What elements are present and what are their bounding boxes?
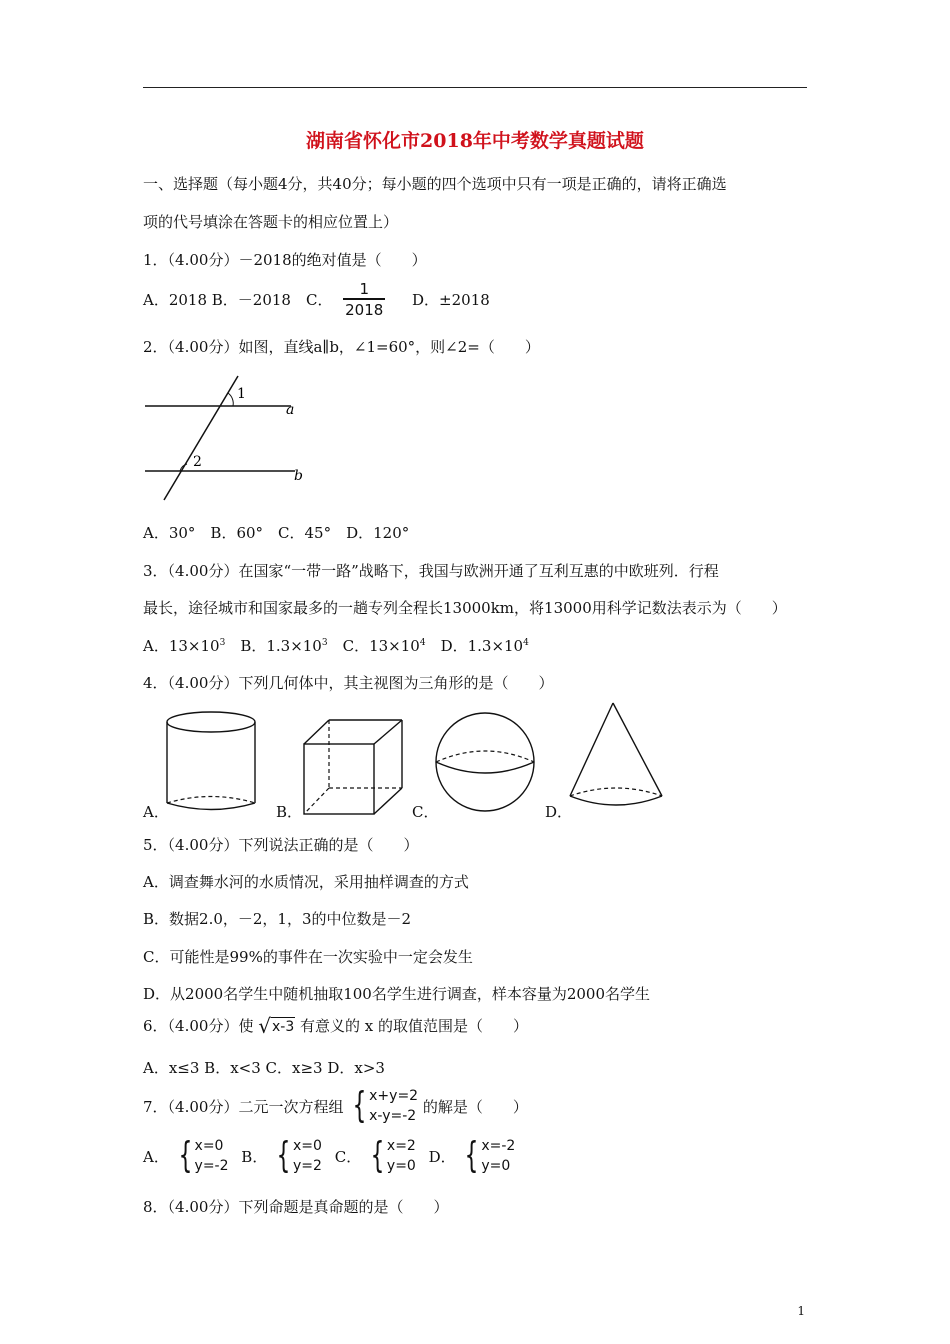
q3-option-b: B．1.3×10 bbox=[225, 637, 322, 655]
angle-1-arc bbox=[228, 393, 233, 406]
q7-options bbox=[143, 1136, 515, 1176]
cone-right-edge bbox=[613, 703, 662, 796]
page-number: 1 bbox=[797, 1304, 805, 1318]
cone-base-back bbox=[570, 788, 662, 796]
q4-label-b: B． bbox=[276, 803, 303, 821]
cube-hidden-edge bbox=[304, 788, 329, 814]
sphere-equator-front bbox=[436, 762, 534, 773]
q7-option-c-system bbox=[366, 1136, 416, 1176]
header-rule bbox=[143, 87, 807, 88]
cone-base-front bbox=[570, 796, 662, 805]
left-brace-icon: { bbox=[276, 1135, 291, 1176]
q7-option-d-label: D． bbox=[428, 1147, 456, 1166]
q3-option-a-exponent: 3 bbox=[219, 638, 226, 648]
q1-option-d: D．±2018 bbox=[412, 291, 490, 310]
q3-option-a: A．13×10 bbox=[143, 637, 220, 655]
left-brace-icon: { bbox=[465, 1135, 479, 1176]
q7-equation-system bbox=[348, 1086, 418, 1126]
cylinder-bottom-back bbox=[167, 797, 255, 804]
q7-option-d-system bbox=[460, 1136, 515, 1176]
q1-stem: 1．（4.00分）－2018的绝对值是（ ） bbox=[143, 251, 427, 269]
q7-option-b-system bbox=[272, 1136, 322, 1176]
left-brace-icon: { bbox=[352, 1085, 367, 1126]
q5-option-c: C．可能性是99%的事件在一次实验中一定会发生 bbox=[143, 948, 473, 966]
left-brace-icon: { bbox=[370, 1135, 385, 1176]
page-title: 湖南省怀化市2018年中考数学真题试题 bbox=[306, 130, 644, 152]
cylinder-top-ellipse bbox=[167, 712, 255, 732]
q1-fraction-denominator: 2018 bbox=[345, 300, 384, 319]
q7-stem-prefix: 7．（4.00分）二元一次方程组 bbox=[143, 1097, 344, 1116]
q2-stem: 2．（4.00分）如图，直线a∥b，∠1=60°，则∠2=（ ） bbox=[143, 338, 540, 356]
q7-option-d-eq1: x=-2 bbox=[481, 1138, 516, 1154]
q3-option-d-exponent: 4 bbox=[523, 638, 529, 648]
q3-option-c: C．13×10 bbox=[327, 637, 420, 655]
q5-option-d: D．从2000名学生中随机抽取100名学生进行调查，样本容量为2000名学生 bbox=[143, 985, 651, 1003]
cone-left-edge bbox=[570, 703, 613, 796]
section-heading-line2: 项的代号填涂在答题卡的相应位置上） bbox=[143, 213, 399, 231]
cone-figure bbox=[566, 700, 676, 820]
q7-option-a-label: A． bbox=[143, 1147, 169, 1166]
q7-option-c-eq2: y=0 bbox=[386, 1158, 416, 1174]
sqrt-expression bbox=[258, 1013, 295, 1038]
q5-option-b: B．数据2.0，－2，1，3的中位数是－2 bbox=[143, 910, 412, 928]
q4-label-a: A． bbox=[143, 803, 169, 821]
q4-label-d: D． bbox=[545, 803, 573, 821]
q7-equation-1: x+y=2 bbox=[369, 1088, 419, 1104]
left-brace-icon: { bbox=[178, 1135, 192, 1176]
q7-option-a-eq1: x=0 bbox=[194, 1138, 224, 1154]
q2-options: A．30° B．60° C．45° D．120° bbox=[143, 524, 410, 542]
cube-figure bbox=[300, 718, 410, 818]
q5-stem: 5．（4.00分）下列说法正确的是（ ） bbox=[143, 836, 419, 854]
q8-stem: 8．（4.00分）下列命题是真命题的是（ ） bbox=[143, 1198, 449, 1216]
q7-option-b-label: B． bbox=[241, 1147, 268, 1166]
q7-option-a-system bbox=[174, 1136, 229, 1176]
cylinder-bottom-front bbox=[167, 803, 255, 810]
q1-fraction bbox=[343, 280, 385, 320]
sphere-equator-back bbox=[436, 751, 534, 762]
line-b-label: b bbox=[294, 468, 303, 484]
q7-equation-2: x-y=-2 bbox=[369, 1108, 417, 1124]
section-heading-line1: 一、选择题（每小题4分，共40分；每小题的四个选项中只有一项是正确的，请将正确选 bbox=[143, 175, 727, 193]
cube-edge bbox=[304, 720, 329, 744]
q3-stem-line1: 3．（4.00分）在国家“一带一路”战略下，我国与欧洲开通了互利互惠的中欧班列．行程 bbox=[143, 562, 719, 580]
q6-options: A．x≤3 B．x<3 C．x≥3 D．x>3 bbox=[143, 1059, 385, 1077]
q3-option-b-exponent: 3 bbox=[321, 638, 328, 648]
q5-option-a: A．调查舞水河的水质情况，采用抽样调查的方式 bbox=[143, 873, 469, 891]
line-a-label: a bbox=[286, 402, 295, 418]
sqrt-radicand: x-3 bbox=[271, 1018, 295, 1035]
angle-1-label: 1 bbox=[237, 386, 246, 402]
q7-option-c-label: C． bbox=[334, 1147, 362, 1166]
q3-options bbox=[143, 635, 529, 656]
parallel-lines-figure bbox=[143, 372, 313, 502]
q6-stem-prefix: 6．（4.00分）使 bbox=[143, 1017, 254, 1035]
transversal-line bbox=[164, 376, 238, 500]
q3-option-d: D．1.3×10 bbox=[425, 637, 524, 655]
q3-option-c-exponent: 4 bbox=[419, 638, 426, 648]
sqrt-sign-icon: √ bbox=[258, 1013, 271, 1038]
q7-option-a-eq2: y=-2 bbox=[194, 1158, 229, 1174]
q1-options-ab: A．2018 B．－2018 C． bbox=[143, 291, 333, 310]
q7-stem bbox=[143, 1086, 528, 1126]
q3-stem-line2: 最长，途径城市和国家最多的一趟专列全程长13000km，将13000用科学记数法表示为（ ） bbox=[143, 599, 787, 617]
q7-option-b-eq2: y=2 bbox=[293, 1158, 322, 1174]
q7-stem-suffix: 的解是（ ） bbox=[422, 1097, 528, 1116]
q7-option-b-eq1: x=0 bbox=[293, 1138, 322, 1154]
q7-option-c-eq1: x=2 bbox=[386, 1138, 416, 1154]
sphere-figure bbox=[433, 710, 537, 814]
angle-2-label: 2 bbox=[193, 454, 202, 470]
cube-edge bbox=[374, 788, 402, 814]
q4-label-c: C． bbox=[412, 803, 439, 821]
sphere-outline bbox=[436, 713, 534, 811]
cylinder-figure bbox=[164, 706, 264, 818]
q1-options bbox=[143, 280, 490, 320]
q4-stem: 4．（4.00分）下列几何体中，其主视图为三角形的是（ ） bbox=[143, 674, 554, 692]
q1-fraction-numerator: 1 bbox=[359, 280, 369, 298]
q6-stem bbox=[143, 1015, 528, 1036]
q6-stem-suffix: 有意义的 x 的取值范围是（ ） bbox=[300, 1017, 529, 1035]
q7-option-d-eq2: y=0 bbox=[481, 1158, 511, 1174]
cube-edge bbox=[374, 720, 402, 744]
